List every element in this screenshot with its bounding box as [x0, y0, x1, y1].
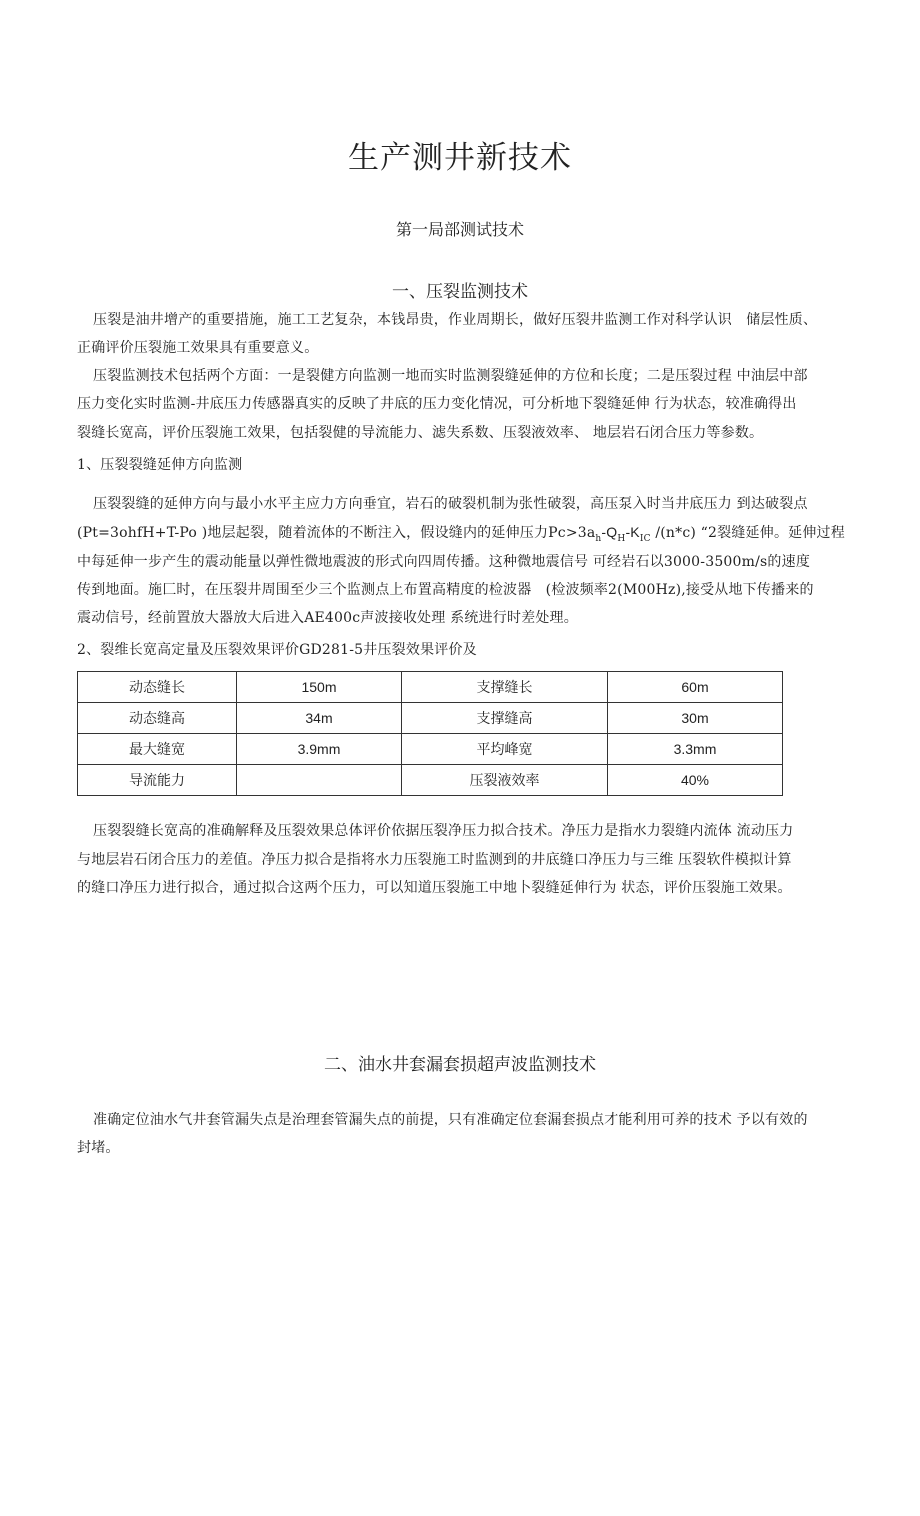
para3-line: 震动信号，经前置放大器放大后进入AE400c声波接收处理 系统进行时差处理。	[77, 610, 578, 626]
table-row	[78, 672, 783, 703]
table-cell: 支撑缝高	[402, 703, 608, 734]
table-cell: 平均峰宽	[402, 734, 608, 765]
table-cell	[237, 765, 402, 796]
para4-line: 的缝口净压力进行拟合，通过拟合这两个压力，可以知道压裂施工中地卜裂缝延伸行为 状态，评价压裂施工效果。	[77, 880, 792, 896]
para1-line: 正确评价压裂施工效果具有重要意义。	[77, 340, 319, 356]
table-row	[78, 703, 783, 734]
para3-line	[77, 522, 845, 544]
table-cell: 导流能力	[78, 765, 237, 796]
fracture-evaluation-table	[77, 671, 783, 796]
table-cell: 150m	[237, 672, 402, 703]
table-cell: 34m	[237, 703, 402, 734]
subheading-1: 1、压裂裂缝延伸方向监测	[77, 457, 243, 473]
para2-line: 裂缝长宽高，评价压裂施工效果，包括裂健的导流能力、滤失系数、压裂液效率、 地层岩石闭合压力等参数。	[77, 425, 764, 441]
table-cell: 动态缝高	[78, 703, 237, 734]
section2-para-line: 准确定位油水气井套管漏失点是治理套管漏失点的前提，只有准确定位套漏套损点才能利用可养的技术 予以有效的	[93, 1112, 808, 1128]
para4-line: 与地层岩石闭合压力的差值。净压力拟合是指将水力压裂施工时监测到的井底缝口净压力与三维 压裂软件模拟计算	[77, 852, 792, 868]
formula-part: -K	[625, 524, 640, 540]
para2-line: 压力变化实时监测-井底压力传感器真实的反映了井底的压力变化情况，可分析地下裂缝延伸 行为状态，较准确得出	[77, 396, 797, 412]
table-row	[78, 734, 783, 765]
table-cell: 动态缝长	[78, 672, 237, 703]
document-title: 生产测井新技术	[348, 140, 572, 176]
subheading-2: 2、裂维长宽高定量及压裂效果评价GD281-5井压裂效果评价及	[77, 642, 477, 658]
table-cell: 支撑缝长	[402, 672, 608, 703]
formula-part: -Q	[601, 524, 618, 540]
section2-para-line: 封堵。	[77, 1140, 120, 1156]
subscript: H	[617, 533, 626, 544]
table-row	[78, 765, 783, 796]
formula-part: /(n*c) “2裂缝延伸。延伸过程	[650, 525, 845, 541]
table-cell: 40%	[608, 765, 783, 796]
subscript: h	[595, 533, 602, 544]
table-cell: 30m	[608, 703, 783, 734]
subscript: IC	[639, 533, 651, 544]
table-cell: 3.3mm	[608, 734, 783, 765]
para3-line2-start: (Pt=3ohfH+T-Po )地层起裂，随着流体的不断注入，假设缝内的延伸压力Pc>3a	[77, 525, 596, 541]
section2-heading: 二、油水井套漏套损超声波监测技术	[324, 1055, 596, 1075]
para4-line: 压裂裂缝长宽高的准确解释及压裂效果总体评价依据压裂净压力拟合技术。净压力是指水力裂缝内流体 流动压力	[93, 823, 794, 839]
para2-line: 压裂监测技术包括两个方面：一是裂健方向监测一地而实时监测裂缝延伸的方位和长度；二是压裂过程 中油层中部	[93, 368, 808, 384]
table-cell: 最大缝宽	[78, 734, 237, 765]
section1-heading: 一、压裂监测技术	[392, 282, 528, 302]
para3-line: 中每延伸一步产生的震动能量以弹性微地震波的形式向四周传播。这种微地震信号 可经岩石以3000-3500m/s的速度	[77, 554, 811, 570]
para3-line: 传到地面。施匚时，在压裂井周围至少三个监测点上布置高精度的检波器 (检波频率2(M00Hz),接受从地下传播来的	[77, 582, 814, 598]
table-cell: 压裂液效率	[402, 765, 608, 796]
table-cell: 3.9mm	[237, 734, 402, 765]
chapter-subtitle: 第一局部测试技术	[395, 220, 524, 239]
para3-line: 压裂裂缝的延伸方向与最小水平主应力方向垂宜，岩石的破裂机制为张性破裂，高压泵入时当井底压力 到达破裂点	[93, 496, 808, 512]
para1-line: 压裂是油井增产的重要措施，施工工艺复杂，本钱昂贵，作业周期长，做好压裂井监测工作对科学认识 储层性质、	[93, 312, 818, 328]
table-cell: 60m	[608, 672, 783, 703]
